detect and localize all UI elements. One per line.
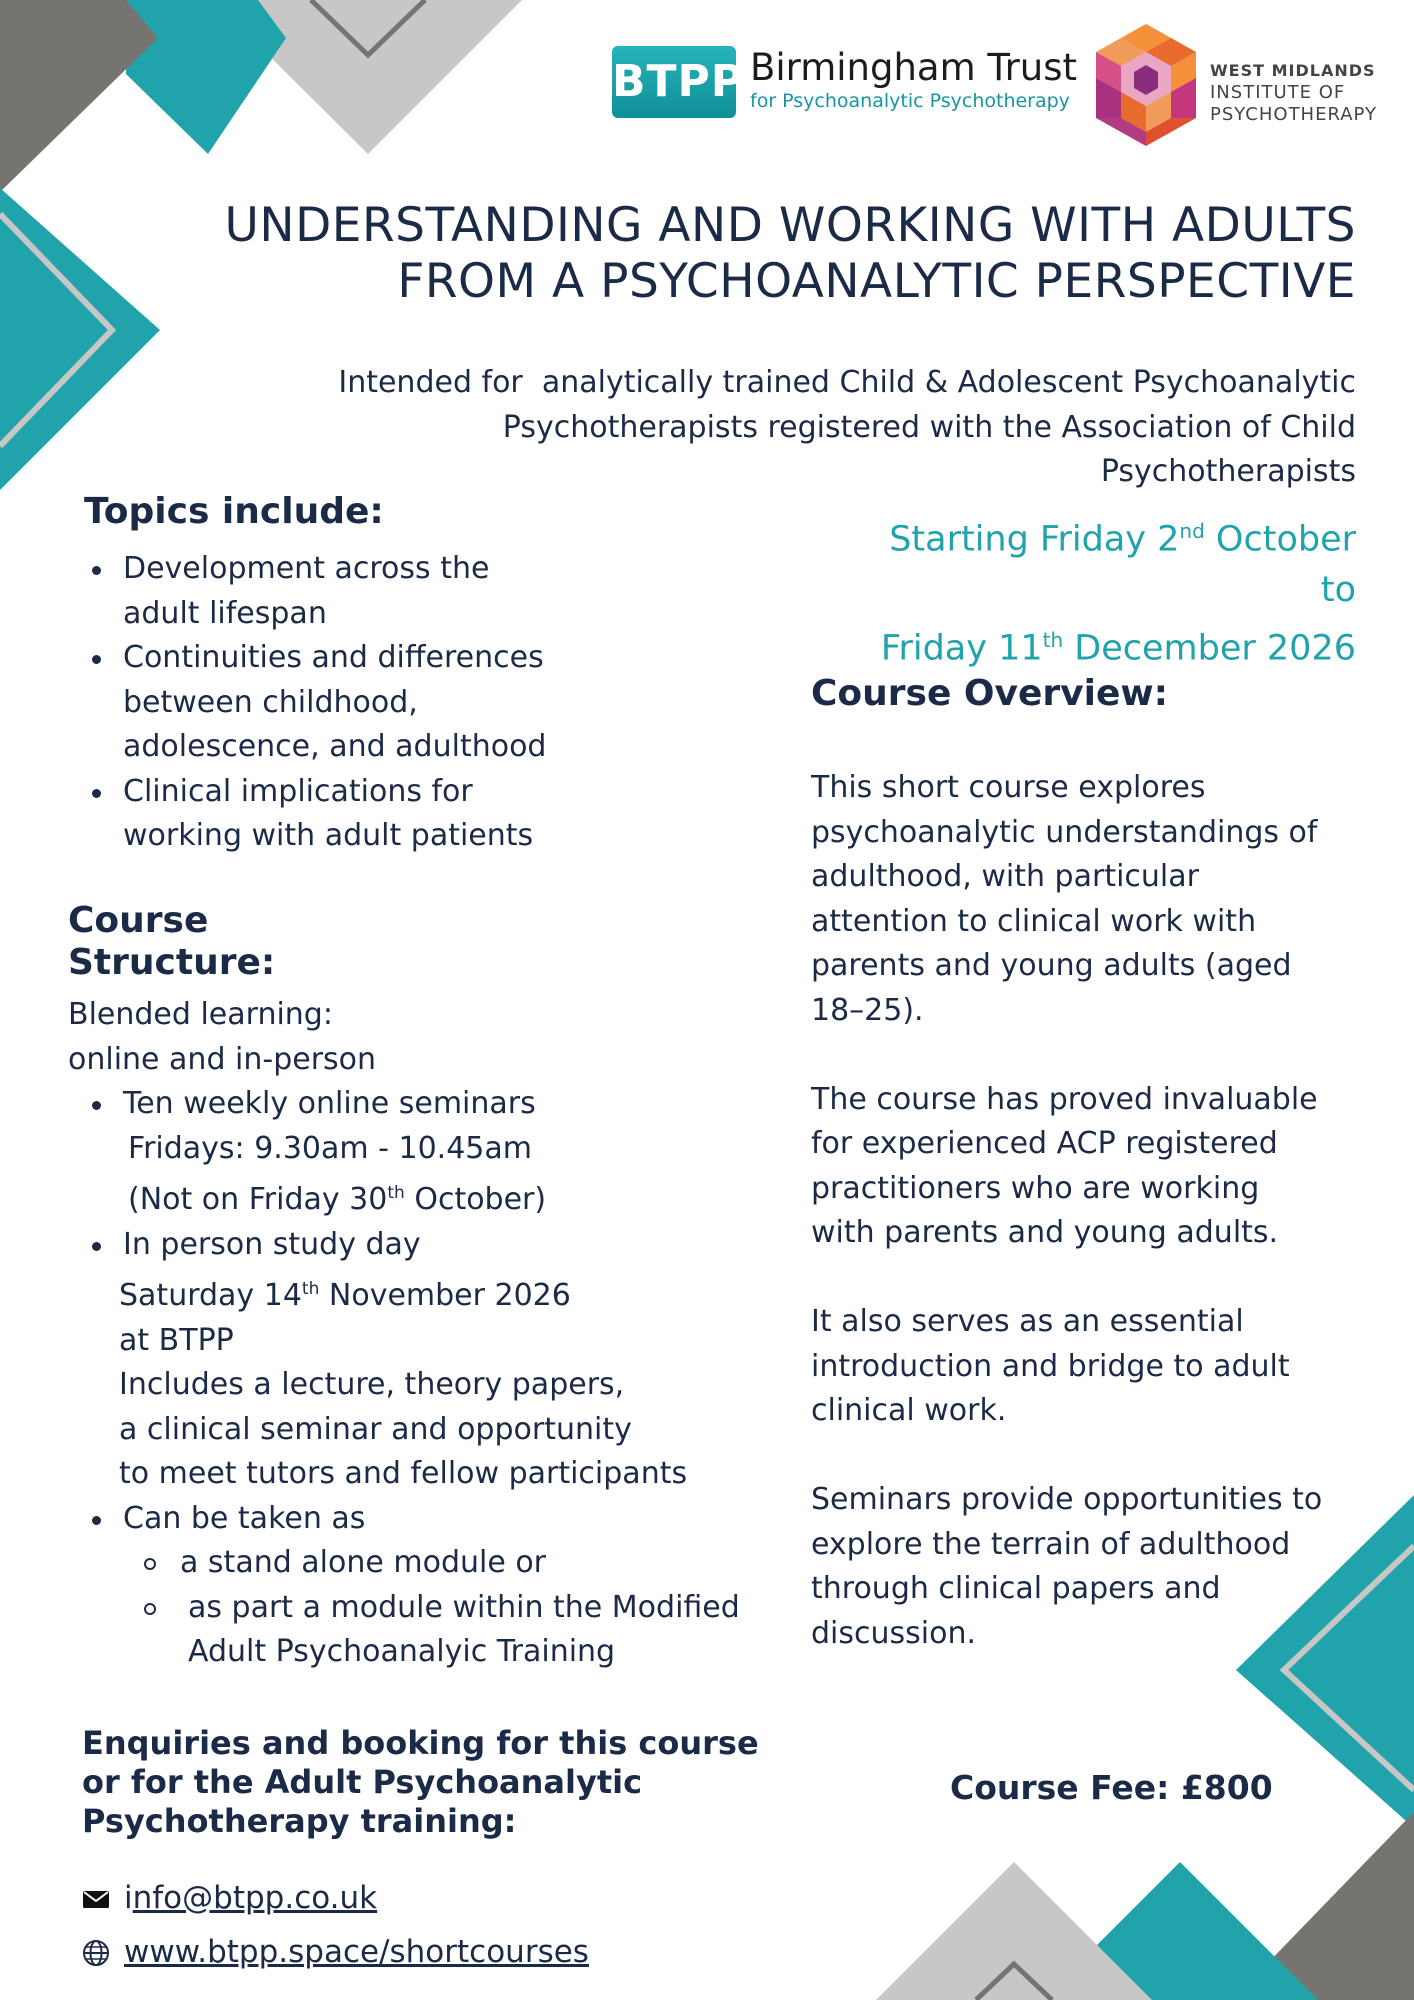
overview-paragraph: This short course explores psychoanalytic understandings of adulthood, with particular attention to clinical work with parents and young adults (aged 18–25). <box>811 770 1318 1028</box>
intended-line1: Intended for analytically trained Child & Adolescent Psychoanalytic <box>338 365 1356 400</box>
email-prefix: i <box>124 1880 133 1916</box>
list-item: Clinical implications for working with adult patients <box>84 770 604 859</box>
topics-heading: Topics include: <box>84 491 384 532</box>
overview-paragraph: The course has proved invaluable for experienced ACP registered practitioners who are working with parents and young adults. <box>811 1081 1318 1250</box>
overview-paragraph: Seminars provide opportunities to explore the terrain of adulthood through clinical papers and discussion. <box>811 1482 1323 1651</box>
website-link[interactable]: www.btpp.space/shortcourses <box>124 1934 589 1970</box>
page-title <box>56 198 1356 310</box>
overview-body <box>811 766 1371 1701</box>
overview-heading: Course Overview: <box>811 673 1169 714</box>
deco-teal-top <box>126 0 286 154</box>
list-item-study-day: In person study day Saturday 14th November 2026 at BTPP Includes a lecture, theory papers, a clinical seminar and opportunity to meet tutors and fellow participants <box>84 1223 804 1497</box>
list-item: Continuities and differences between childhood, adolescence, and adulthood <box>84 636 604 770</box>
wmip-logo-line2: INSTITUTE OF <box>1210 82 1346 103</box>
wmip-logo-line1: WEST MIDLANDS <box>1210 61 1376 80</box>
end-date: Friday 11th December 2026 <box>880 627 1356 669</box>
btpp-logo-name: Birmingham Trust <box>750 46 1078 89</box>
btpp-logo-box: BTPP <box>612 46 736 118</box>
wmip-logo <box>1086 22 1406 152</box>
wmip-logo-line3: PSYCHOTHERAPY <box>1210 104 1378 125</box>
list-item-online-seminars: Ten weekly online seminars Fridays: 9.30am - 10.45am (Not on Friday 30th October) <box>84 1082 804 1223</box>
structure-list <box>84 1082 804 1675</box>
btpp-logo <box>612 46 1078 120</box>
deco-grey-light-bottom <box>876 1862 1152 2000</box>
intended-line2: Psychotherapists registered with the Association of Child <box>502 409 1356 445</box>
taken-as-options <box>140 1541 804 1675</box>
enquiries-heading: Enquiries and booking for this course or for the Adult Psychoanalytic Psychotherapy training: <box>82 1724 759 1840</box>
list-item-taken-as: Can be taken as a stand alone module or as part a module within the Modified Adult Psychoanalyic Training <box>84 1497 804 1675</box>
list-item: a stand alone module or <box>140 1541 804 1586</box>
intended-line3: Psychotherapists <box>1100 454 1356 489</box>
start-date: Starting Friday 2nd October <box>889 519 1356 560</box>
contact-email <box>82 1878 377 1918</box>
structure-heading: Course Structure: <box>68 900 276 983</box>
dates-to: to <box>1320 569 1356 610</box>
intended-audience <box>196 361 1356 495</box>
overview-paragraph: It also serves as an essential introduction and bridge to adult clinical work. <box>811 1304 1290 1428</box>
wmip-emblem-icon <box>1086 22 1206 152</box>
email-link[interactable]: nfo@btpp.co.uk <box>132 1880 378 1916</box>
deco-grey-dark-topleft <box>0 0 158 192</box>
globe-icon <box>82 1939 110 1967</box>
topics-list <box>84 547 604 859</box>
contact-website <box>82 1932 589 1972</box>
page-title-line2: FROM A PSYCHOANALYTIC PERSPECTIVE <box>397 254 1356 309</box>
course-dates <box>656 506 1356 673</box>
btpp-logo-subtitle: for Psychoanalytic Psychotherapy <box>750 90 1070 112</box>
list-item: as part a module within the Modified Adult Psychoanalyic Training <box>140 1586 804 1675</box>
course-fee: Course Fee: £800 <box>950 1768 1273 1807</box>
page-title-line1: UNDERSTANDING AND WORKING WITH ADULTS <box>224 198 1356 253</box>
wmip-logo-text <box>1210 60 1377 126</box>
list-item: Development across the adult lifespan <box>84 547 604 636</box>
envelope-icon <box>82 1885 110 1913</box>
blended-learning: Blended learning: online and in-person <box>68 997 377 1077</box>
